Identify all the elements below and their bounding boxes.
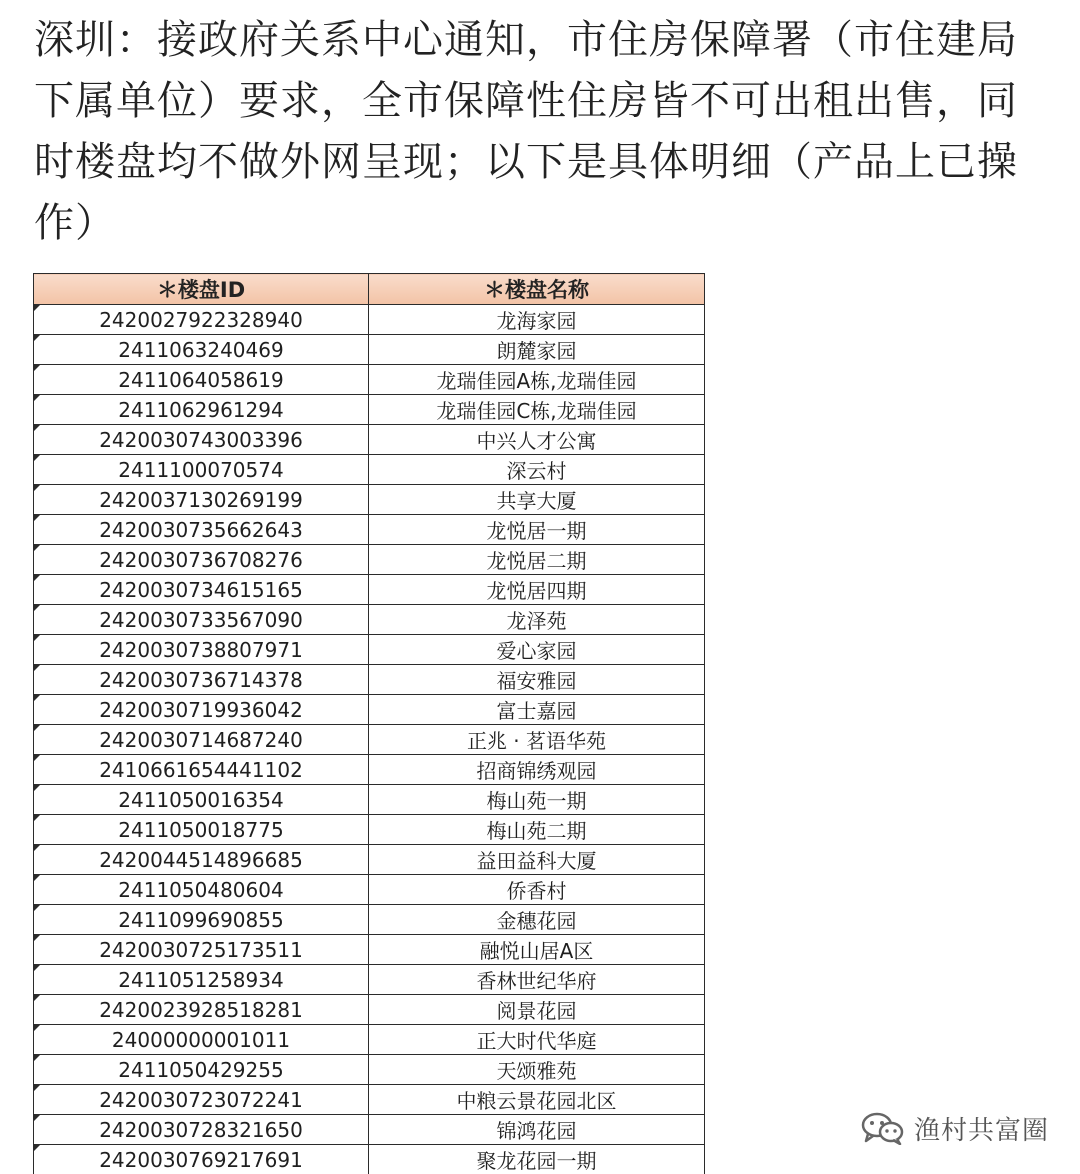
table-row [34,725,705,755]
housing-table-image [33,273,705,1174]
table-row [34,305,705,335]
table-row [34,575,705,605]
housing-name-cell: 爱心家园 [369,635,705,665]
housing-name-cell: 龙泽苑 [369,605,705,635]
housing-id-cell: 2420030736708276 [34,545,369,575]
housing-name-cell: 香林世纪华府 [369,965,705,995]
housing-name-cell: 中粮云景花园北区 [369,1085,705,1115]
housing-id-cell: 2420030719936042 [34,695,369,725]
housing-id-cell: 2411050429255 [34,1055,369,1085]
table-row [34,605,705,635]
housing-id-cell: 2411100070574 [34,455,369,485]
housing-id-cell: 2411062961294 [34,395,369,425]
table-row [34,545,705,575]
table-row [34,1085,705,1115]
housing-id-cell: 2411063240469 [34,335,369,365]
table-row [34,665,705,695]
table-row [34,365,705,395]
wechat-icon [860,1111,906,1145]
housing-name-cell: 天颂雅苑 [369,1055,705,1085]
housing-id-cell: 2420027922328940 [34,305,369,335]
housing-name-cell: 共享大厦 [369,485,705,515]
table-row [34,335,705,365]
table-row [34,1025,705,1055]
housing-id-cell: 2411051258934 [34,965,369,995]
housing-name-cell: 侨香村 [369,875,705,905]
housing-name-cell: 富士嘉园 [369,695,705,725]
housing-name-cell: 龙悦居二期 [369,545,705,575]
table-header-row [34,274,705,305]
housing-name-cell: 锦鸿花园 [369,1115,705,1145]
table-row [34,635,705,665]
housing-name-cell: 梅山苑一期 [369,785,705,815]
table-row [34,395,705,425]
table-row [34,1055,705,1085]
table-row [34,905,705,935]
housing-id-cell: 2420037130269199 [34,485,369,515]
table-row [34,935,705,965]
housing-name-cell: 龙海家园 [369,305,705,335]
housing-id-cell: 2420030725173511 [34,935,369,965]
table-row [34,875,705,905]
housing-id-cell: 2411064058619 [34,365,369,395]
housing-id-cell: 2411099690855 [34,905,369,935]
notice-text: 深圳：接政府关系中心通知，市住房保障署（市住建局下属单位）要求，全市保障性住房皆不可出租出售，同时楼盘均不做外网呈现；以下是具体明细（产品上已操作） [34,17,1018,246]
housing-id-cell: 2411050018775 [34,815,369,845]
housing-name-cell: 招商锦绣观园 [369,755,705,785]
column-header-id: ＊楼盘ID [34,274,369,305]
table-row [34,995,705,1025]
housing-name-cell: 正大时代华庭 [369,1025,705,1055]
housing-name-cell: 聚龙花园一期 [369,1145,705,1174]
table-row [34,965,705,995]
housing-name-cell: 深云村 [369,455,705,485]
table-row [34,755,705,785]
housing-id-cell: 2420030734615165 [34,575,369,605]
housing-name-cell: 龙悦居四期 [369,575,705,605]
housing-name-cell: 龙瑞佳园A栋,龙瑞佳园 [369,365,705,395]
housing-name-cell: 龙悦居一期 [369,515,705,545]
housing-name-cell: 阅景花园 [369,995,705,1025]
table-row [34,1115,705,1145]
housing-id-cell: 2420030735662643 [34,515,369,545]
table-row [34,1145,705,1174]
housing-id-cell: 2420030738807971 [34,635,369,665]
table-row [34,695,705,725]
table-row [34,455,705,485]
housing-name-cell: 正兆 · 茗语华苑 [369,725,705,755]
watermark [860,1108,1049,1148]
watermark-label: 渔村共富圈 [914,1115,1050,1146]
housing-id-cell: 2411050016354 [34,785,369,815]
housing-id-cell: 2410661654441102 [34,755,369,785]
housing-id-cell: 2420030769217691 [34,1145,369,1174]
housing-id-cell: 2420044514896685 [34,845,369,875]
housing-name-cell: 金穗花园 [369,905,705,935]
housing-id-cell: 2420030723072241 [34,1085,369,1115]
table-row [34,425,705,455]
housing-id-cell: 2420030743003396 [34,425,369,455]
housing-table [33,273,705,1174]
housing-name-cell: 中兴人才公寓 [369,425,705,455]
housing-id-cell: 2420023928518281 [34,995,369,1025]
housing-id-cell: 2420030733567090 [34,605,369,635]
table-row [34,485,705,515]
housing-name-cell: 福安雅园 [369,665,705,695]
housing-id-cell: 2420030736714378 [34,665,369,695]
housing-name-cell: 梅山苑二期 [369,815,705,845]
table-row [34,815,705,845]
column-header-name: ＊楼盘名称 [369,274,705,305]
table-row [34,515,705,545]
housing-id-cell: 2420030728321650 [34,1115,369,1145]
housing-id-cell: 24000000001011 [34,1025,369,1055]
housing-name-cell: 融悦山居A区 [369,935,705,965]
table-row [34,845,705,875]
housing-name-cell: 龙瑞佳园C栋,龙瑞佳园 [369,395,705,425]
table-row [34,785,705,815]
housing-name-cell: 益田益科大厦 [369,845,705,875]
housing-id-cell: 2411050480604 [34,875,369,905]
housing-name-cell: 朗麓家园 [369,335,705,365]
housing-id-cell: 2420030714687240 [34,725,369,755]
